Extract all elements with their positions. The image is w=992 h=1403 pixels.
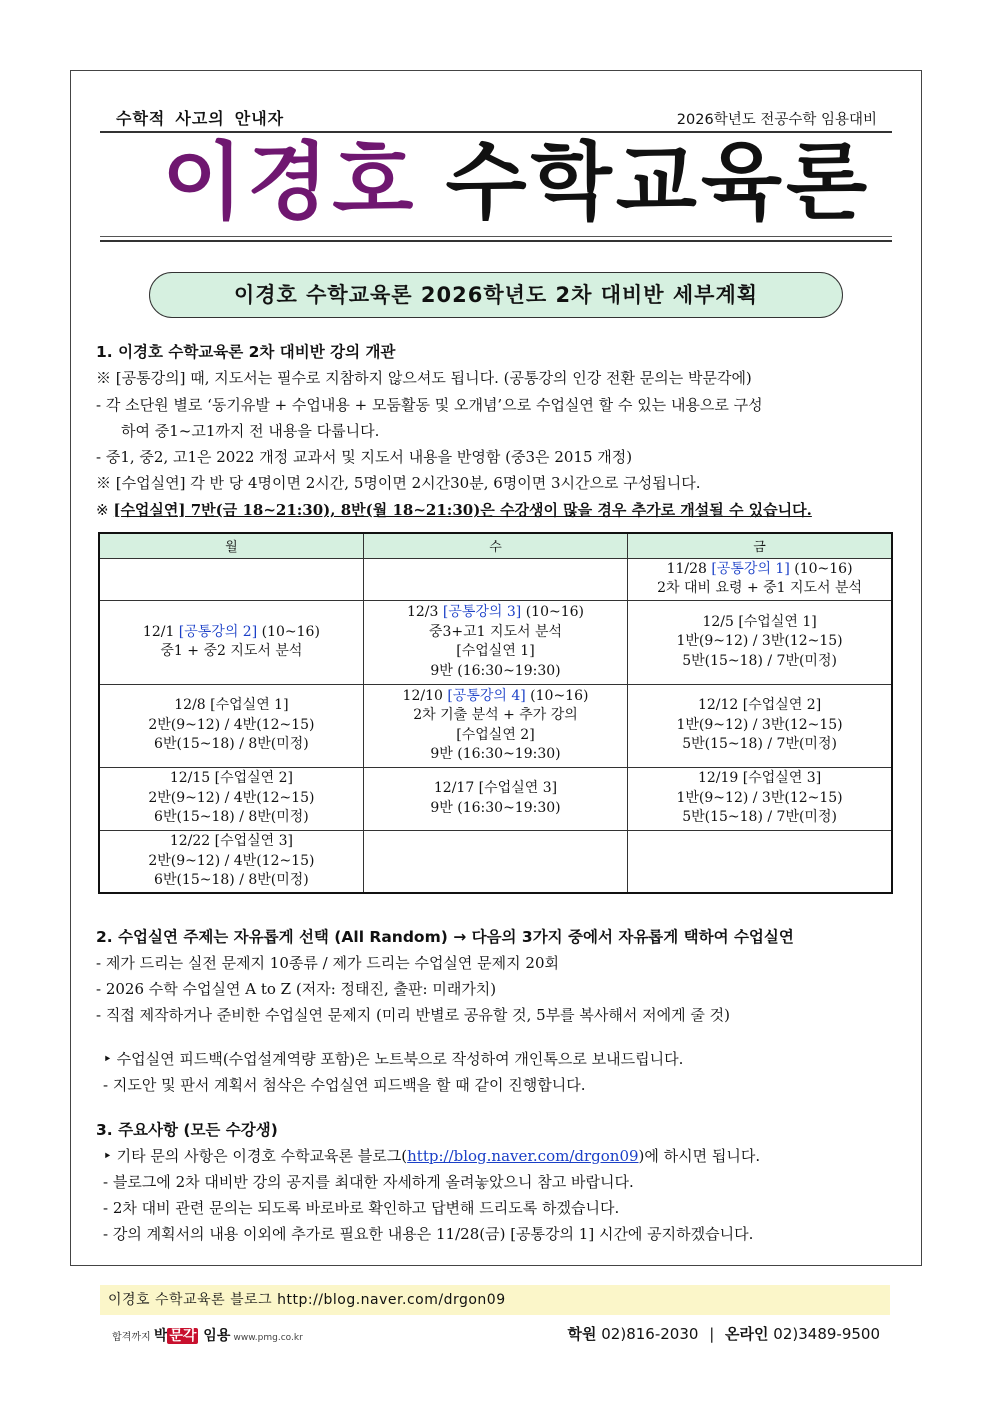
title-name: 이경호: [162, 133, 418, 231]
section1-title: 1. 이경호 수학교육론 2차 대비반 강의 개관: [96, 343, 396, 361]
schedule-line: 11/28 [공통강의 1] (10~16): [666, 560, 853, 577]
schedule-line: 6반(15~18) / 8반(미정): [154, 809, 309, 826]
schedule-line: 5반(15~18) / 7반(미정): [682, 736, 837, 753]
schedule-cell: [363, 684, 627, 767]
schedule-line: 12/5 [수업실연 1]: [702, 613, 817, 630]
schedule-line: 2반(9~12) / 4반(12~15): [148, 716, 315, 733]
schedule-line: 12/12 [수업실연 2]: [697, 697, 822, 714]
feedback-line: - 지도안 및 판서 계획서 첨삭은 수업실연 피드백을 할 때 같이 진행합니다.: [103, 1076, 586, 1094]
schedule-line: 6반(15~18) / 8반(미정): [154, 872, 309, 888]
schedule-line: 9반 (16:30~19:30): [430, 746, 561, 762]
schedule-line: 2반(9~12) / 4반(12~15): [148, 789, 315, 806]
schedule-cell: [363, 830, 627, 893]
exam-label: 2026학년도 전공수학 임용대비: [676, 112, 877, 128]
schedule-cell: [99, 830, 363, 893]
table-row: [99, 558, 892, 600]
schedule-cell: [628, 767, 892, 830]
schedule-line: 12/15 [수업실연 2]: [169, 770, 293, 787]
section3-title: 3. 주요사항 (모든 수강생): [96, 1121, 278, 1139]
common-lecture-label: [공통강의 4]: [447, 687, 526, 704]
schedule-line: 6반(15~18) / 8반(미정): [154, 736, 309, 753]
tagline: 수학적 사고의 안내자: [116, 109, 285, 128]
section2-title: 2. 수업실연 주제는 자유롭게 선택 (All Random) → 다음의 3가지 중에서 자유롭게 택하여 수업실연: [96, 928, 794, 946]
publisher-logo[interactable]: 합격까지 박 문각 임용 www.pmg.co.kr: [112, 1328, 303, 1344]
section1-line: - 각 소단원 별로 ‘동기유발 + 수업내용 + 모둠활동 및 오개념’으로 수업실연 할 수 있는 내용으로 구성: [96, 396, 763, 414]
schedule-line: 9반 (16:30~19:30): [430, 662, 561, 679]
section1-line: ※ [공통강의] 때, 지도서는 필수로 지참하지 않으셔도 됩니다. (공통강의 인강 전환 문의는 박문각에): [96, 369, 752, 387]
table-row: [99, 767, 892, 830]
schedule-line: [수업실연 2]: [456, 726, 535, 743]
section3-line: - 2차 대비 관련 문의는 되도록 바로바로 확인하고 답변해 드리도록 하겠습니다.: [103, 1199, 620, 1217]
schedule-line: 5반(15~18) / 7반(미정): [682, 652, 837, 669]
schedule-line: 12/1 [공통강의 2] (10~16): [142, 623, 320, 640]
schedule-cell: [363, 558, 627, 600]
table-row: [99, 600, 892, 684]
schedule-cell: [628, 684, 892, 767]
schedule-line: 중3+고1 지도서 분석: [428, 623, 563, 640]
feedback-line: ‣ 수업실연 피드백(수업설계역량 포함)은 노트북으로 작성하여 개인톡으로 보내드립니다.: [103, 1050, 684, 1068]
section3-line: - 블로그에 2차 대비반 강의 공지를 최대한 자세하게 올려놓았으니 참고 바랍니다.: [103, 1173, 634, 1191]
title-subject: 수학교육론: [445, 133, 872, 231]
common-lecture-label: [공통강의 2]: [178, 623, 258, 640]
section2-line: - 제가 드리는 실전 문제지 10종류 / 제가 드리는 수업실연 문제지 20회: [96, 954, 559, 972]
schedule-line: 12/3 [공통강의 3] (10~16): [406, 604, 584, 620]
contact-info: 학원 02)816-2030 | 온라인 02)3489-9500: [567, 1325, 880, 1343]
schedule-line: 중1 + 중2 지도서 분석: [160, 643, 303, 659]
common-lecture-label: [공통강의 3]: [442, 604, 522, 620]
section2-line: - 2026 수학 수업실연 A to Z (저자: 정태진, 출판: 미래가치): [96, 980, 497, 998]
schedule-line: 12/19 [수업실연 3]: [697, 770, 822, 787]
table-row: [99, 684, 892, 767]
schedule-line: 1반(9~12) / 3반(12~15): [676, 716, 843, 733]
common-lecture-label: [공통강의 1]: [711, 560, 790, 577]
divider: [100, 236, 892, 237]
schedule-cell: [99, 600, 363, 684]
schedule-table: [98, 532, 893, 894]
footer-blog-bar[interactable]: 이경호 수학교육론 블로그 http://blog.naver.com/drgon09: [100, 1285, 890, 1315]
divider: [100, 240, 892, 242]
col-header-fri: 금: [628, 533, 892, 558]
schedule-line: 2차 기출 분석 + 추가 강의: [413, 707, 578, 723]
schedule-line: 12/10 [공통강의 4] (10~16): [402, 687, 589, 704]
schedule-line: 12/8 [수업실연 1]: [174, 697, 289, 714]
page-title: [162, 132, 871, 232]
schedule-line: 1반(9~12) / 3반(12~15): [676, 789, 843, 806]
section2-line: - 직접 제작하거나 준비한 수업실연 문제지 (미리 반별로 공유할 것, 5부를 복사해서 저에게 줄 것): [96, 1006, 730, 1024]
schedule-cell: [628, 830, 892, 893]
section3-line: - 강의 계획서의 내용 이외에 추가로 필요한 내용은 11/28(금) [공통강의 1] 시간에 공지하겠습니다.: [103, 1225, 754, 1243]
schedule-cell: [363, 600, 627, 684]
schedule-line: [수업실연 1]: [456, 643, 535, 659]
schedule-line: 9반 (16:30~19:30): [430, 799, 561, 816]
col-header-mon: 월: [99, 533, 363, 558]
section1-line: 하여 중1~고1까지 전 내용을 다룹니다.: [121, 422, 380, 440]
col-header-wed: 수: [363, 533, 627, 558]
schedule-line: 12/22 [수업실연 3]: [169, 833, 293, 849]
blog-link[interactable]: http://blog.naver.com/drgon09: [407, 1147, 639, 1165]
schedule-cell: [99, 558, 363, 600]
schedule-cell: [628, 600, 892, 684]
schedule-cell: [628, 558, 892, 600]
schedule-line: 2반(9~12) / 4반(12~15): [148, 852, 315, 869]
section3-line: ‣ 기타 문의 사항은 이경호 수학교육론 블로그(http://blog.naver.com/drgon09)에 하시면 됩니다.: [103, 1147, 761, 1165]
plan-banner: 이경호 수학교육론 2026학년도 2차 대비반 세부계획: [149, 272, 843, 318]
schedule-line: 5반(15~18) / 7반(미정): [682, 809, 837, 826]
section1-line: ※ [수업실연] 각 반 당 4명이면 2시간, 5명이면 2시간30분, 6명이면 3시간으로 구성됩니다.: [96, 474, 701, 492]
schedule-cell: [99, 684, 363, 767]
schedule-cell: [99, 767, 363, 830]
schedule-line: 1반(9~12) / 3반(12~15): [676, 633, 843, 650]
schedule-cell: [363, 767, 627, 830]
schedule-line: 12/17 [수업실연 3]: [433, 780, 558, 796]
table-row: [99, 830, 892, 893]
schedule-line: 2차 대비 요령 + 중1 지도서 분석: [657, 580, 863, 596]
section1-note: ※ [수업실연] 7반(금 18~21:30), 8반(월 18~21:30)은 수강생이 많을 경우 추가로 개설될 수 있습니다.: [96, 501, 812, 519]
section1-line: - 중1, 중2, 고1은 2022 개정 교과서 및 지도서 내용을 반영함 (중3은 2015 개정): [96, 448, 633, 466]
